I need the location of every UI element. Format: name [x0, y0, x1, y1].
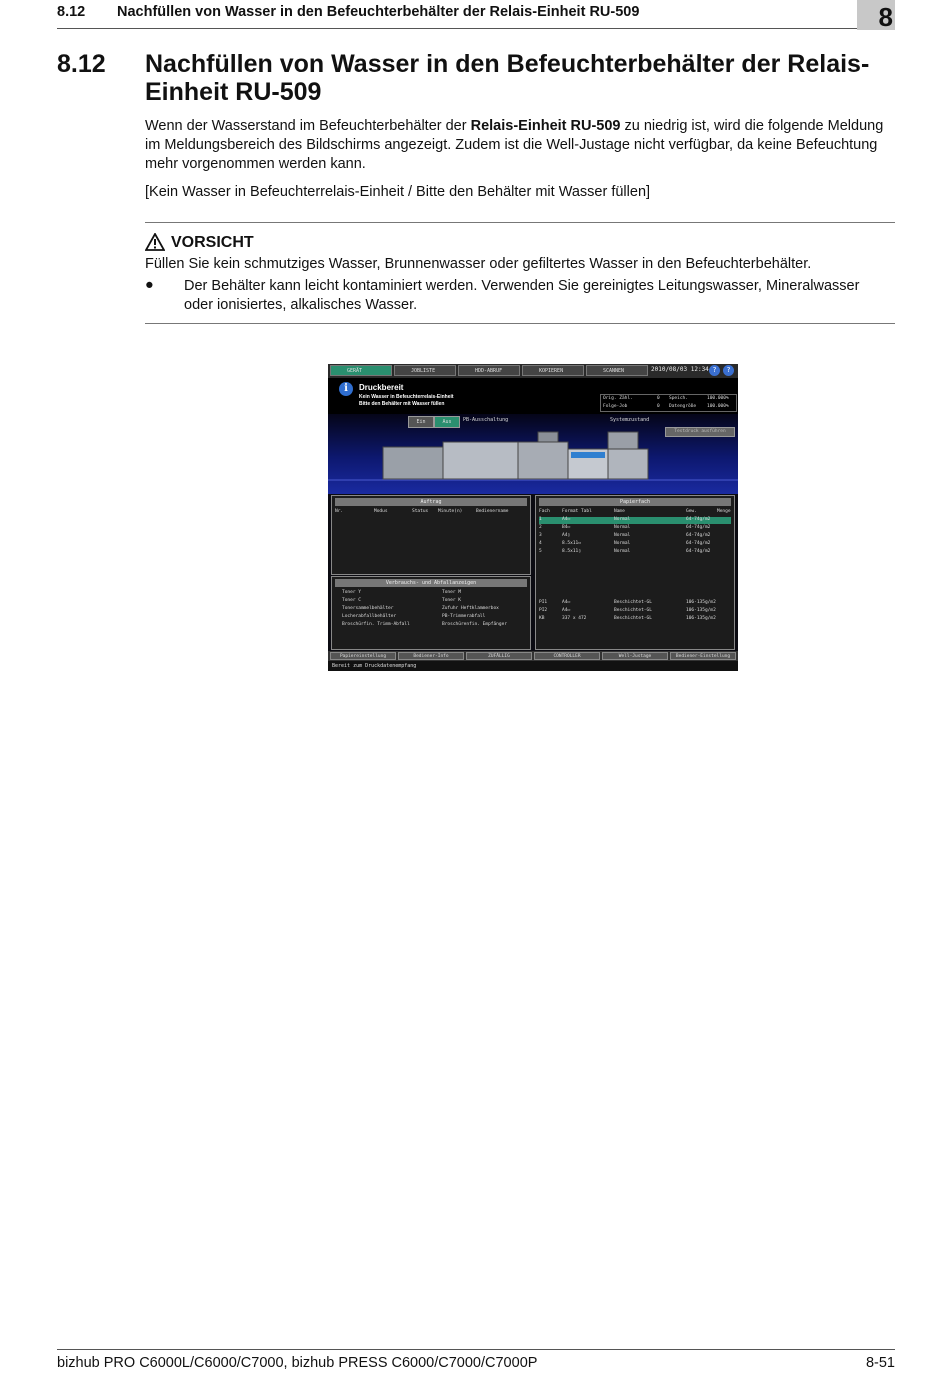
- footer-models: bizhub PRO C6000L/C6000/C7000, bizhub PRESS C6000/C7000/C7000P: [57, 1355, 538, 1371]
- tray-extra-cell: Beschichtet-GL: [614, 600, 652, 605]
- intro-paragraph: [145, 117, 895, 174]
- printer-system-illustration: [328, 414, 738, 494]
- running-header: [57, 4, 895, 26]
- tray-extra-cell: PI2: [539, 608, 548, 613]
- tray-extra-cell: A4▭: [562, 600, 571, 605]
- counter-value: 100.000%: [707, 396, 729, 401]
- tray-cell: B4▭: [562, 525, 571, 530]
- counter-value: 0: [657, 404, 660, 409]
- caution-bullet-text: Der Behälter kann leicht kontaminiert werden. Verwenden Sie gereinigtes Leitungswasser, Mineralwasser oder ionisiertes, alkalisches Wasser.: [184, 278, 860, 313]
- tray-cell: 5: [539, 549, 542, 554]
- tab-geraet[interactable]: GERÄT: [330, 365, 392, 376]
- tray-cell: Normal: [614, 533, 631, 538]
- tray-col-weight: Gew.: [686, 509, 697, 514]
- section-title-number: 8.12: [57, 50, 106, 78]
- pb-on-button[interactable]: Ein: [408, 416, 434, 428]
- tray-extra-cell: KB: [539, 616, 545, 621]
- tray-cell: Normal: [614, 541, 631, 546]
- tray-extra-cell: 106-135g/m2: [686, 600, 716, 605]
- operator-info-button[interactable]: Bediener-Info: [398, 652, 464, 660]
- intro-text-part1: Wenn der Wasserstand im Befeuchterbehälter der: [145, 118, 471, 134]
- job-panel: [331, 495, 531, 575]
- tray-cell: 2: [539, 525, 542, 530]
- tray-extra-cell: Beschichtet-GL: [614, 608, 652, 613]
- tray-cell: A4▭: [562, 517, 571, 522]
- tray-cell: 8.5x11▭: [562, 541, 581, 546]
- counter-label: Orig. Zähl.: [603, 396, 633, 401]
- bullet-symbol: ●: [145, 277, 154, 293]
- screen-message-text: [Kein Wasser in Befeuchterrelais-Einheit / Bitte den Behälter mit Wasser füllen]: [145, 184, 651, 200]
- consumable-item: Locherabfallbehälter: [342, 614, 397, 619]
- consumable-item: Broschürenfin. Empfänger: [442, 622, 508, 627]
- tray-panel-title: Papierfach: [539, 498, 731, 506]
- consumable-item: Toner K: [442, 598, 461, 603]
- counter-label: Speich.: [669, 396, 688, 401]
- intro-bold-term: Relais-Einheit RU-509: [470, 118, 621, 134]
- caution-top-rule: [145, 222, 895, 223]
- controller-button[interactable]: CONTROLLER: [534, 652, 600, 660]
- tray-cell: 8.5x11▯: [562, 549, 581, 554]
- screen-tab-bar: [328, 364, 738, 378]
- test-print-button[interactable]: Testdruck ausführen: [665, 427, 735, 437]
- tray-panel: [535, 495, 735, 650]
- tray-cell: A4▯: [562, 533, 571, 538]
- tray-col-amount: Menge: [717, 509, 731, 514]
- tray-cell: 3: [539, 533, 542, 538]
- job-col-status: Status: [412, 509, 429, 514]
- tray-cell: 64-74g/m2: [686, 549, 711, 554]
- tray-extra-cell: PI1: [539, 600, 548, 605]
- operator-setting-button[interactable]: Bediener-Einstellung: [670, 652, 736, 660]
- tray-extra-cell: Beschichtet-GL: [614, 616, 652, 621]
- consumables-title: Verbrauchs- und Abfallanzeigen: [335, 579, 527, 587]
- caution-bottom-rule: [145, 323, 895, 324]
- screen-clock: 2010/08/03 12:34: [651, 366, 709, 373]
- job-col-modus: Modus: [374, 509, 388, 514]
- section-title-line1: Nachfüllen von Wasser in den Befeuchterbehälter der Relais-: [145, 50, 870, 78]
- job-col-minutes: Minute(n): [438, 509, 463, 514]
- consumable-item: Toner C: [342, 598, 361, 603]
- pb-label: PB-Ausschaltung: [463, 417, 509, 423]
- wave-adjust-button[interactable]: Well-Justage: [602, 652, 668, 660]
- job-col-operator: Bedienername: [476, 509, 509, 514]
- tray-extra-cell: 106-135g/m2: [686, 616, 716, 621]
- bottom-button-bar: [328, 651, 738, 661]
- tray-cell: 64-74g/m2: [686, 525, 711, 530]
- tray-cell: 1: [539, 517, 542, 522]
- pb-off-button[interactable]: Aus: [434, 416, 460, 428]
- section-title: [145, 50, 885, 106]
- caution-text: Füllen Sie kein schmutziges Wasser, Brunnenwasser oder gefiltertes Wasser in den Befeuchterbehälter.: [145, 256, 812, 272]
- random-button[interactable]: ZUFÄLLIG: [466, 652, 532, 660]
- footer-divider: [57, 1349, 895, 1350]
- info-icon: i: [339, 382, 353, 396]
- job-panel-title: Auftrag: [335, 498, 527, 506]
- tray-extra-cell: 106-135g/m2: [686, 608, 716, 613]
- consumable-item: PB-Trimmerabfall: [442, 614, 486, 619]
- consumable-item: Toner M: [442, 590, 461, 595]
- info-circle-icon[interactable]: ?: [723, 365, 734, 376]
- tab-scannen[interactable]: SCANNEN: [586, 365, 648, 376]
- counter-label: Folge-Job: [603, 404, 628, 409]
- intro-text-part2: zu niedrig ist, wird die folgende Meldung im Meldungsbereich des Bildschirms angezeigt. Zudem ist die Well-Justage nicht verfügbar, da keine Befeuchtung mehr vorgenommen werden kann.: [145, 118, 884, 172]
- message-line2: Bitte den Behälter mit Wasser füllen: [359, 401, 445, 407]
- chapter-number-tab: 8: [857, 0, 895, 30]
- caution-heading: [145, 233, 254, 252]
- caution-heading-text: VORSICHT: [171, 234, 254, 251]
- tab-jobliste[interactable]: JOBLISTE: [394, 365, 456, 376]
- consumable-item: Broschürfin. Trimm-Abfall: [342, 622, 410, 627]
- consumable-item: Toner Y: [342, 590, 361, 595]
- counter-value: 0: [657, 396, 660, 401]
- warning-triangle-icon: [145, 233, 165, 251]
- job-col-nr: Nr.: [335, 509, 344, 514]
- help-icon[interactable]: ?: [709, 365, 720, 376]
- tray-extra-cell: A4▭: [562, 608, 571, 613]
- message-line1: Kein Wasser in Befeuchterrelais-Einheit: [359, 394, 454, 400]
- tray-col-name: Name: [614, 509, 625, 514]
- tab-kopieren[interactable]: KOPIEREN: [522, 365, 584, 376]
- tray-cell: 64-74g/m2: [686, 533, 711, 538]
- tab-hdd-abruf[interactable]: HDD-ABRUF: [458, 365, 520, 376]
- tray-cell: 64-74g/m2: [686, 541, 711, 546]
- consumable-item: Zufuhr Heftklammerbox: [442, 606, 499, 611]
- control-panel-screenshot: [328, 364, 738, 671]
- system-state-label: Systemzustand: [610, 417, 650, 423]
- tray-cell: Normal: [614, 517, 631, 522]
- header-section-number: 8.12: [57, 4, 86, 20]
- counter-box: [600, 394, 737, 412]
- page-number: 8-51: [865, 1355, 895, 1371]
- tray-col-format: Format Tabl: [562, 509, 592, 514]
- tray-cell: Normal: [614, 549, 631, 554]
- paper-setting-button[interactable]: Papiereinstellung: [330, 652, 396, 660]
- header-section-title: Nachfüllen von Wasser in den Befeuchterbehälter der Relais-Einheit RU-509: [117, 4, 640, 20]
- screen-status-line: Bereit zum Druckdatenempfang: [328, 661, 738, 671]
- counter-label: Datengröße: [669, 404, 697, 409]
- tray-cell: 4: [539, 541, 542, 546]
- tray-extra-cell: 337 x 472: [562, 616, 587, 621]
- consumable-item: Tonersammelbehälter: [342, 606, 394, 611]
- tray-col-fach: Fach: [539, 509, 550, 514]
- tray-cell: Normal: [614, 525, 631, 530]
- header-divider: [57, 28, 895, 29]
- section-title-line2: Einheit RU-509: [145, 78, 322, 106]
- consumables-panel: [331, 576, 531, 650]
- status-title: Druckbereit: [359, 383, 404, 392]
- counter-value: 100.000%: [707, 404, 729, 409]
- tray-cell: 64-74g/m2: [686, 517, 711, 522]
- machine-illustration-area: [328, 414, 738, 494]
